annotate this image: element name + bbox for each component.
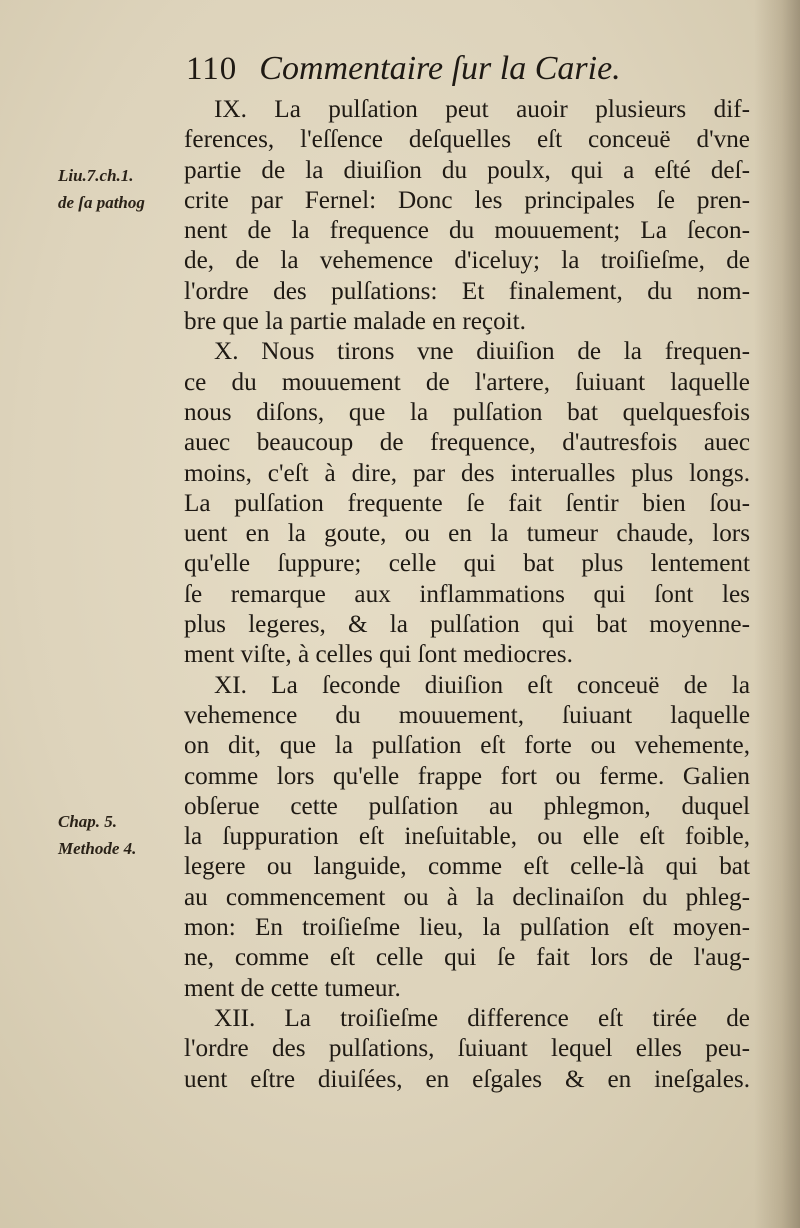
text-line: La pulſation frequente ſe fait ſentir bien ſou- (184, 489, 750, 517)
text-line: la ſuppuration eſt ineſuitable, ou elle eſt foible, (184, 823, 750, 851)
body-text (184, 95, 750, 1095)
margin-note-fernel (58, 162, 145, 216)
text-line: plus legeres, & la pulſation qui bat moyenne- (184, 611, 750, 639)
text-line: qu'elle ſuppure; celle qui bat plus lentement (184, 550, 750, 578)
text-line: de, de la vehemence d'iceluy; la troiſieſme, de (184, 247, 750, 275)
text-line: mon: En troiſieſme lieu, la pulſation eſt moyen- (184, 914, 750, 942)
text-line: ce du mouuement de l'artere, ſuiuant laquelle (184, 368, 750, 396)
page-edge-shadow (754, 0, 800, 1228)
page-number: 110 (186, 51, 238, 87)
text-line: comme lors qu'elle frappe fort ou ferme. Galien (184, 762, 750, 790)
text-line: obſerue cette pulſation au phlegmon, duquel (184, 792, 750, 820)
text-line: crite par Fernel: Donc les principales ſe pren- (184, 186, 750, 214)
text-line: XII. La troiſieſme difference eſt tirée de (214, 1004, 750, 1032)
text-line: ſe remarque aux inflammations qui ſont les (184, 580, 750, 608)
margin-note-line: de ſa pathog (58, 193, 145, 212)
text-line: l'ordre des pulſations: Et finalement, du nom- (184, 277, 750, 305)
text-line: ment viſte, à celles qui ſont mediocres. (184, 641, 573, 669)
text-line: nous diſons, que la pulſation bat quelquesfois (184, 398, 750, 426)
text-line: IX. La pulſation peut auoir plusieurs dif- (214, 96, 750, 123)
text-line: nent de la frequence du mouuement; La ſecon- (184, 217, 750, 245)
text-line: bre que la partie malade en reçoit. (184, 308, 526, 336)
margin-note-line: Chap. 5. (58, 812, 118, 831)
text-line: uent en la goute, ou en la tumeur chaude, lors (184, 520, 750, 548)
text-line: ment de cette tumeur. (184, 974, 401, 1002)
text-line: partie de la diuiſion du poulx, qui a eſté deſ- (184, 156, 750, 184)
text-line: legere ou languide, comme eſt celle-là qui bat (184, 853, 750, 881)
text-line: vehemence du mouuement, ſuiuant laquelle (184, 701, 750, 729)
text-line: auec beaucoup de frequence, d'autresfois auec (184, 429, 750, 457)
text-line: moins, c'eſt à dire, par des interualles plus longs. (184, 459, 750, 487)
text-line: on dit, que la pulſation eſt forte ou vehemente, (184, 732, 750, 760)
text-line: ne, comme eſt celle qui ſe fait lors de l'aug- (184, 944, 750, 972)
text-line: X. Nous tirons vne diuiſion de la frequen- (214, 338, 750, 366)
margin-note-galien (58, 808, 136, 862)
running-title: Commentaire ſur la Carie. (259, 50, 621, 87)
margin-note-line: Methode 4. (58, 839, 137, 858)
text-line: ferences, l'eſſence deſquelles eſt conceuë d'vne (184, 126, 750, 154)
margin-note-line: Liu.7.ch.1. (58, 166, 134, 185)
page-header (186, 50, 746, 100)
text-line: l'ordre des pulſations, ſuiuant lequel elles peu- (184, 1035, 750, 1063)
text-line: uent eſtre diuiſées, en eſgales & en ineſgales. (184, 1065, 750, 1093)
text-line: XI. La ſeconde diuiſion eſt conceuë de la (214, 671, 750, 699)
text-line: au commencement ou à la declinaiſon du phleg- (184, 883, 750, 911)
